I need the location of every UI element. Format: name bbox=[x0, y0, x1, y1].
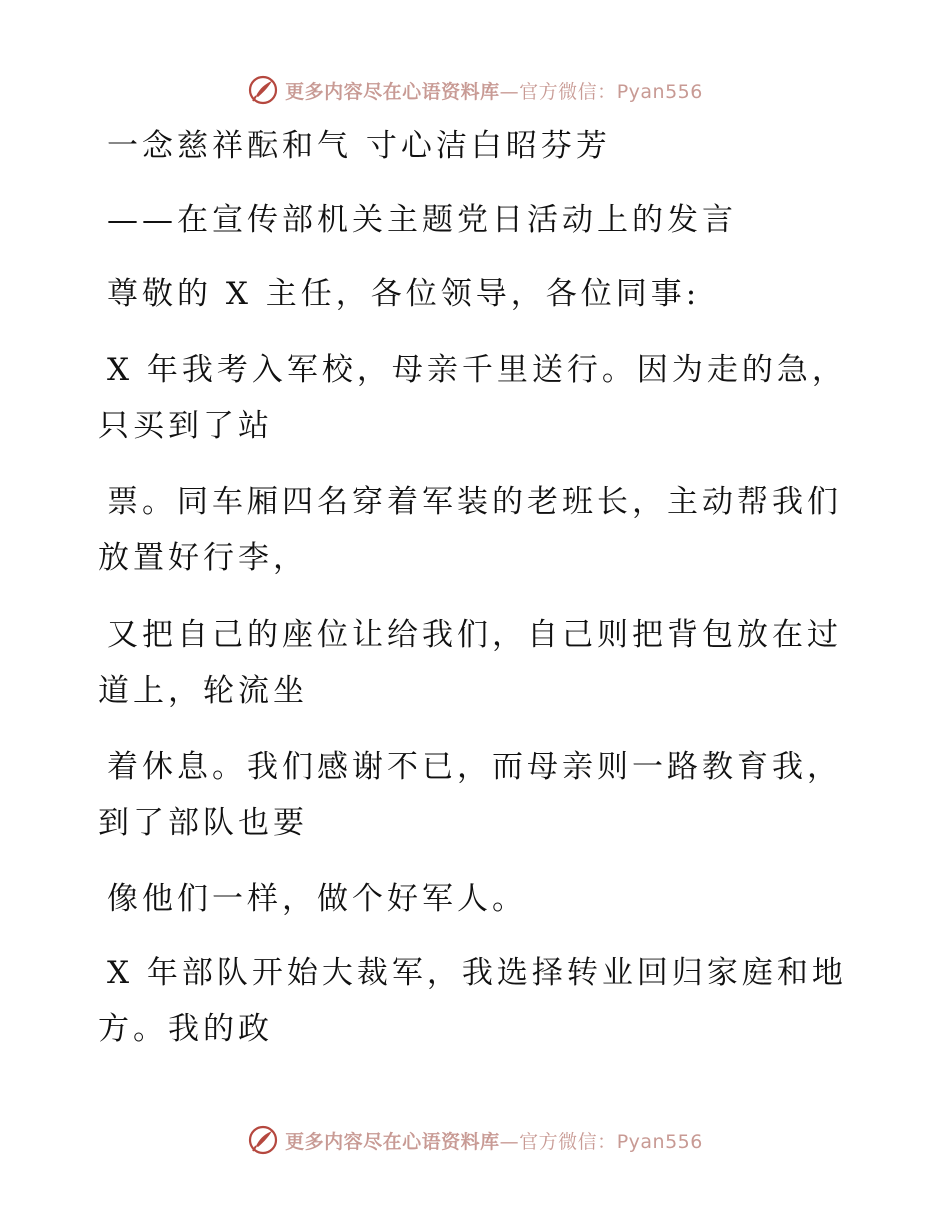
paragraph-line: 到了部队也要 bbox=[98, 805, 308, 841]
document-title: 一念慈祥酝和气 寸心洁白昭芬芳 bbox=[107, 128, 611, 164]
paragraph-line: 又把自己的座位让给我们，自己则把背包放在过 bbox=[107, 617, 842, 653]
paragraph-line: X 年部队开始大裁军，我选择转业回归家庭和地 bbox=[107, 955, 847, 991]
document-subtitle: ——在宣传部机关主题党日活动上的发言 bbox=[107, 202, 737, 238]
salutation: 尊敬的 X 主任，各位领导，各位同事: bbox=[107, 276, 701, 312]
quill-seal-icon bbox=[247, 1124, 279, 1156]
paragraph-line: 道上，轮流坐 bbox=[98, 673, 308, 709]
paragraph-line: 只买到了站 bbox=[98, 408, 273, 444]
header-watermark bbox=[0, 70, 950, 110]
watermark-wechat-id: Pyan556 bbox=[616, 80, 703, 103]
paragraph-line: X 年我考入军校，母亲千里送行。因为走的急， bbox=[107, 352, 847, 388]
watermark-label: 官方微信： bbox=[519, 1130, 617, 1153]
paragraph-line: 像他们一样，做个好军人。 bbox=[107, 881, 527, 917]
quill-seal-icon bbox=[247, 74, 279, 106]
watermark-main-text: 更多内容尽在心语资料库 bbox=[285, 80, 500, 103]
watermark-separator: — bbox=[499, 80, 520, 103]
paragraph-line: 放置好行李， bbox=[98, 540, 308, 576]
footer-watermark bbox=[0, 1120, 950, 1160]
watermark-main-text: 更多内容尽在心语资料库 bbox=[285, 1130, 500, 1153]
watermark-separator: — bbox=[499, 1130, 520, 1153]
watermark-label: 官方微信： bbox=[519, 80, 617, 103]
paragraph-line: 票。同车厢四名穿着军装的老班长，主动帮我们 bbox=[107, 484, 842, 520]
paragraph-line: 方。我的政 bbox=[98, 1011, 273, 1047]
paragraph-line: 着休息。我们感谢不已，而母亲则一路教育我， bbox=[107, 749, 842, 785]
watermark-wechat-id: Pyan556 bbox=[616, 1130, 703, 1153]
